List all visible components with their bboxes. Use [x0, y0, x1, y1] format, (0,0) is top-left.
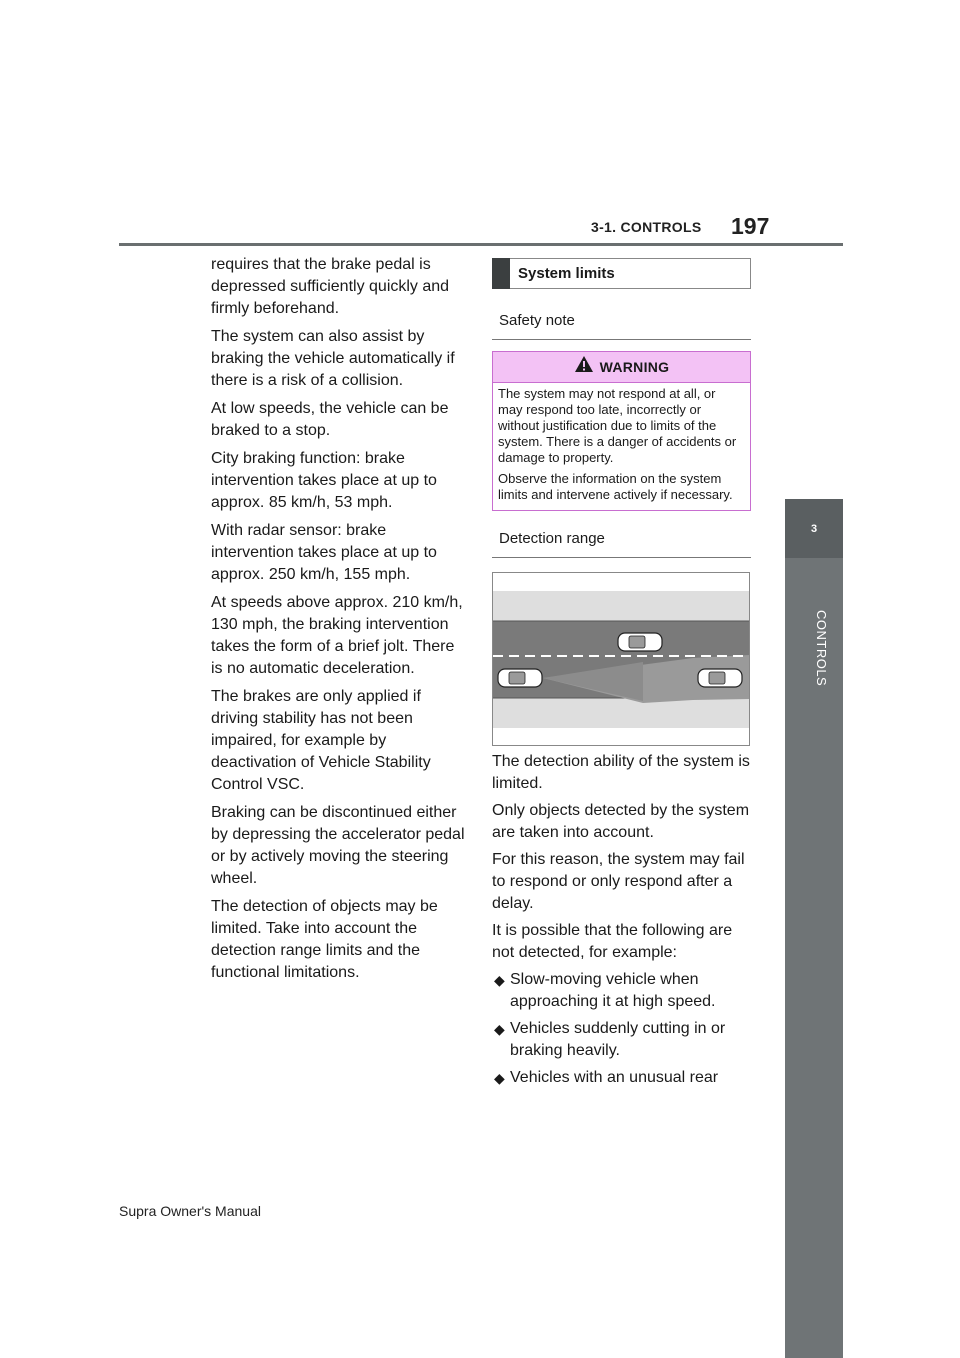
- bullet-icon: ◆: [494, 1070, 505, 1086]
- bullet-icon: ◆: [494, 972, 505, 988]
- body-paragraph: City braking function: brake intervention takes place at up to approx. 85 km/h, 53 mph.: [211, 450, 437, 511]
- warning-header: [493, 352, 750, 383]
- body-paragraph: The brakes are only applied if driving stability has not been impaired, for example by deactivation of Vehicle Stability Control VSC.: [211, 688, 431, 793]
- section-title-marker: [492, 258, 510, 289]
- list-item: [492, 1067, 752, 1089]
- section-title: System limits: [518, 264, 615, 282]
- list-item-text: Vehicles with an unusual rear: [510, 1069, 719, 1086]
- own-vehicle-icon: [498, 669, 542, 687]
- body-paragraph: It is possible that the following are not detected, for example:: [492, 922, 733, 961]
- warning-paragraph: The system may not respond at all, or may respond too late, incorrectly or without justification due to limits of the system. There is a danger of accidents or damage to property.: [498, 386, 737, 465]
- chapter-tab-number: [785, 499, 843, 558]
- header-divider: [119, 243, 843, 246]
- right-column: [492, 258, 752, 1094]
- body-paragraph: The detection ability of the system is limited.: [492, 753, 750, 792]
- warning-triangle-icon: [574, 355, 594, 380]
- footer-title: Supra Owner's Manual: [119, 1203, 261, 1219]
- body-paragraph: With radar sensor: brake intervention takes place at up to approx. 250 km/h, 155 mph.: [211, 522, 437, 583]
- list-item: [492, 969, 752, 1013]
- detection-range-heading: Detection range: [492, 528, 751, 558]
- body-paragraph: Braking can be discontinued either by depressing the accelerator pedal or by actively moving the steering wheel.: [211, 804, 465, 887]
- warning-body: [493, 383, 750, 510]
- section-header: 3-1. CONTROLS: [591, 219, 702, 235]
- warning-paragraph: Observe the information on the system limits and intervene actively if necessary.: [498, 471, 733, 502]
- body-paragraph: requires that the brake pedal is depressed sufficiently quickly and firmly beforehand.: [211, 256, 450, 317]
- bullet-icon: ◆: [494, 1021, 505, 1037]
- list-item: [492, 1018, 752, 1062]
- safety-note-heading: Safety note: [492, 310, 751, 340]
- vehicle-ahead-icon: [618, 633, 662, 651]
- page-number: 197: [731, 213, 770, 239]
- list-item-text: Vehicles suddenly cutting in or braking heavily.: [510, 1020, 726, 1059]
- body-paragraph: At low speeds, the vehicle can be braked to a stop.: [211, 400, 449, 439]
- body-paragraph: At speeds above approx. 210 km/h, 130 mph, the braking intervention takes the form of a brief jolt. There is no automatic deceleration.: [211, 594, 463, 677]
- warning-box: [492, 351, 751, 511]
- left-column: [211, 254, 467, 990]
- body-paragraph: The system can also assist by braking the vehicle automatically if there is a risk of a collision.: [211, 328, 455, 389]
- warning-title: WARNING: [599, 359, 670, 375]
- body-paragraph: For this reason, the system may fail to respond or only respond after a delay.: [492, 851, 745, 912]
- body-paragraph: The detection of objects may be limited. Take into account the detection range limits and the functional limitations.: [211, 898, 438, 981]
- body-paragraph: Only objects detected by the system are taken into account.: [492, 802, 750, 841]
- detection-text: [492, 751, 752, 1089]
- vehicle-front-icon: [698, 669, 742, 687]
- section-title-box: [492, 258, 751, 289]
- chapter-number: 3: [810, 522, 818, 535]
- list-item-text: Slow-moving vehicle when approaching it at high speed.: [510, 971, 716, 1010]
- chapter-tab-label: CONTROLS: [814, 610, 829, 687]
- detection-range-illustration: [492, 572, 750, 746]
